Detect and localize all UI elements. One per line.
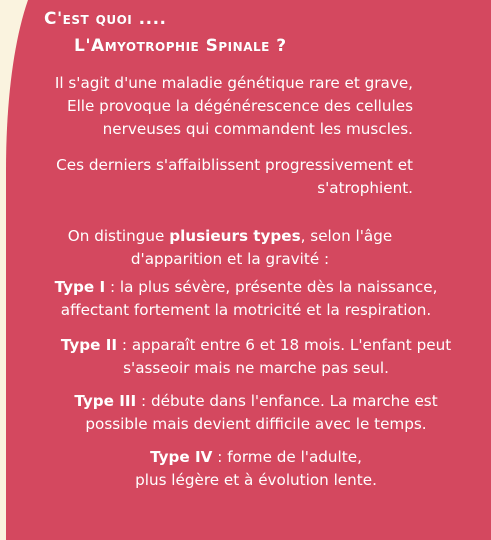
type-ii-line-1 bbox=[46, 334, 466, 357]
type-ii-line-2: s'asseoir mais ne marche pas seul. bbox=[123, 359, 389, 377]
types-intro-line-2: d'apparition et la gravité : bbox=[130, 250, 330, 268]
type-i-desc-1: la plus sévère, présente dès la naissance, bbox=[119, 278, 438, 296]
type-iv-block bbox=[56, 446, 456, 492]
type-i-block bbox=[36, 276, 456, 322]
type-i-name: Type I bbox=[54, 278, 106, 296]
types-intro-bold: plusieurs types bbox=[169, 227, 301, 245]
type-iv-sep: : bbox=[212, 448, 228, 466]
intro-line-3: nerveuses qui commandent les muscles. bbox=[102, 120, 413, 138]
type-i-line-2: affectant fortement la motricité et la respiration. bbox=[60, 301, 432, 319]
type-ii-desc-1: apparaît entre 6 et 18 mois. L'enfant peut bbox=[131, 336, 452, 354]
types-intro-prefix: On distingue bbox=[67, 227, 170, 245]
title-line-2: L'Amyotrophie Spinale ? bbox=[74, 36, 287, 56]
type-iv-desc-1: forme de l'adulte, bbox=[227, 448, 362, 466]
intro-paragraph bbox=[55, 72, 413, 141]
type-iv-line-1 bbox=[56, 446, 456, 469]
evolution-line-1: Ces derniers s'affaiblissent progressivement et bbox=[56, 156, 413, 174]
type-i-line-1 bbox=[36, 276, 456, 299]
type-iii-line-2: possible mais devient difficile avec le temps. bbox=[85, 415, 427, 433]
types-intro-suffix: , selon l'âge bbox=[300, 227, 393, 245]
type-ii-block bbox=[46, 334, 466, 380]
type-iv-line-2: plus légère et à évolution lente. bbox=[135, 471, 377, 489]
title-line-1: C'est quoi .... bbox=[44, 9, 167, 29]
types-intro-paragraph bbox=[60, 225, 400, 271]
evolution-line-2: s'atrophient. bbox=[317, 179, 413, 197]
type-iii-line-1 bbox=[56, 390, 456, 413]
type-iv-name: Type IV bbox=[150, 448, 213, 466]
type-iii-name: Type III bbox=[74, 392, 137, 410]
type-iii-sep: : bbox=[136, 392, 151, 410]
type-iii-desc-1: débute dans l'enfance. La marche est bbox=[151, 392, 438, 410]
types-intro-line-1 bbox=[60, 225, 400, 248]
type-ii-name: Type II bbox=[60, 336, 118, 354]
intro-line-2: Elle provoque la dégénérescence des cellules bbox=[66, 97, 413, 115]
intro-line-1: Il s'agit d'une maladie génétique rare et grave, bbox=[54, 74, 413, 92]
type-iii-block bbox=[56, 390, 456, 436]
evolution-paragraph bbox=[56, 154, 413, 200]
type-ii-sep: : bbox=[117, 336, 132, 354]
type-i-sep: : bbox=[105, 278, 120, 296]
